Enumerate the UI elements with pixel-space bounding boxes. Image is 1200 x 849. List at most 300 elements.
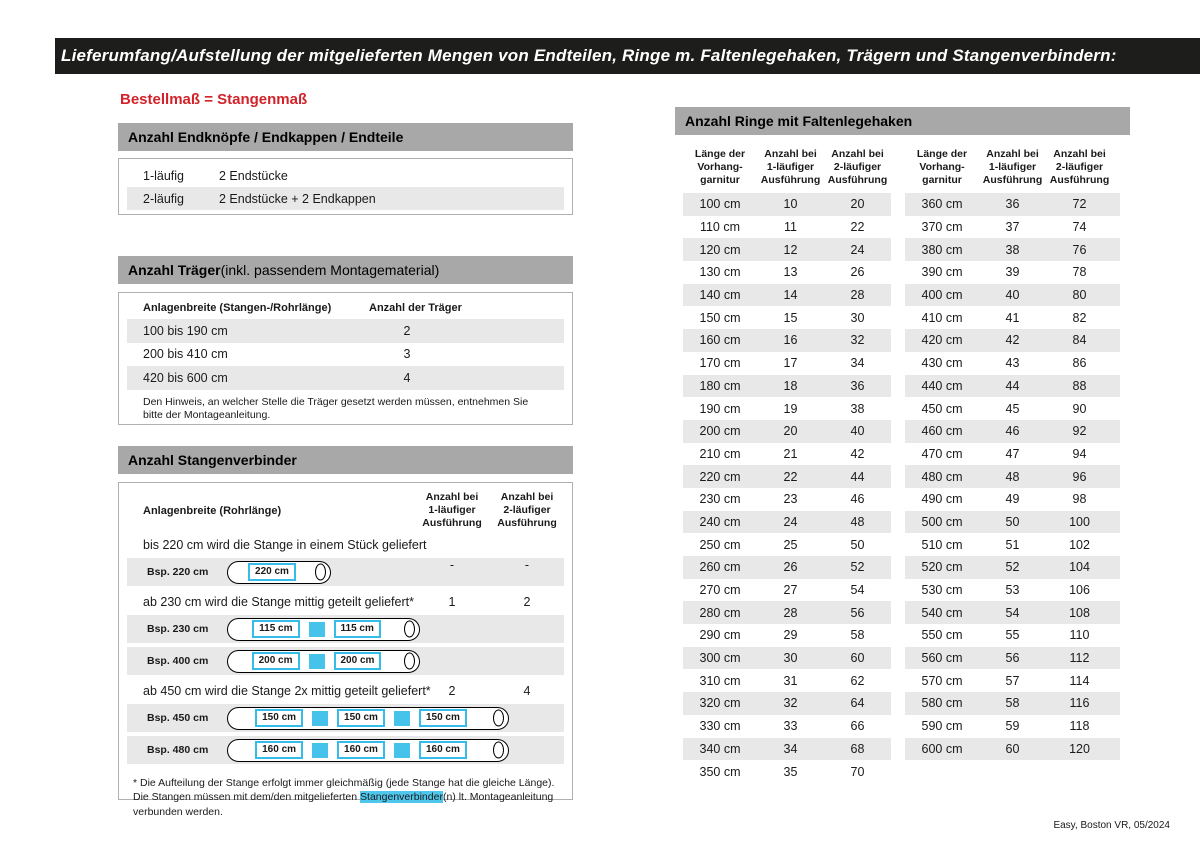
rings-1-run-cell: 15 xyxy=(783,310,798,325)
ring-table-row xyxy=(905,692,1120,715)
ring-table-row xyxy=(683,329,891,352)
curtain-length-cell: 270 cm xyxy=(699,583,741,598)
rings-2-run-cell: 98 xyxy=(1072,492,1087,507)
ring-table-row xyxy=(905,193,1120,216)
example-label: Bsp. 480 cm xyxy=(147,744,209,756)
ring-table-row xyxy=(905,397,1120,420)
width-range-cell: 100 bis 190 cm xyxy=(143,323,228,338)
rings-1-run-cell: 46 xyxy=(1005,424,1020,439)
ring-table-row xyxy=(905,216,1120,239)
rule-text: bis 220 cm wird die Stange in einem Stück geliefert xyxy=(143,538,427,552)
rod-example-row xyxy=(127,704,564,732)
curtain-length-cell: 480 cm xyxy=(921,469,963,484)
curtain-length-cell: 180 cm xyxy=(699,378,741,393)
verbinder-box xyxy=(118,482,573,818)
rings-2-run-cell: 48 xyxy=(850,514,865,529)
curtain-length-cell: 300 cm xyxy=(699,651,741,666)
ring-table-row xyxy=(683,760,891,783)
rings-2-run-cell: 110 xyxy=(1069,628,1090,643)
ring-table-row xyxy=(905,443,1120,466)
run-type-cell: 2-läufig xyxy=(143,191,184,206)
curtain-length-cell: 100 cm xyxy=(699,197,741,212)
segment-length-label: 160 cm xyxy=(419,741,467,759)
ring-table-row xyxy=(683,443,891,466)
verbinder-col-1-run: Anzahl bei 1-läufiger Ausführung xyxy=(422,491,482,529)
segment-length-label: 200 cm xyxy=(252,652,300,670)
rings-2-run-cell: 58 xyxy=(850,628,865,643)
rings-1-run-cell: 38 xyxy=(1005,242,1020,257)
verbinder-table-header xyxy=(119,483,572,537)
rings-1-run-cell: 51 xyxy=(1005,537,1020,552)
rings-2-run-cell: 92 xyxy=(1072,424,1087,439)
rings-2-run-cell: 20 xyxy=(850,197,865,212)
end-parts-cell: 2 Endstücke + 2 Endkappen xyxy=(219,191,376,206)
rings-2-run-cell: 74 xyxy=(1072,220,1087,235)
count-2-run-cell: 2 xyxy=(523,595,531,609)
rings-1-run-cell: 57 xyxy=(1005,673,1020,688)
traeger-count-cell: 4 xyxy=(403,370,411,385)
rod-example-row xyxy=(127,615,564,643)
rings-1-run-cell: 49 xyxy=(1005,492,1020,507)
verbinder-footnote xyxy=(119,772,572,819)
example-label: Bsp. 400 cm xyxy=(147,655,209,667)
segment-length-label: 160 cm xyxy=(337,741,385,759)
page-title: Lieferumfang/Aufstellung der mitgelieferten Mengen von Endteilen, Ringe m. Faltenlegehaken, Trägern und Stangenverbindern: xyxy=(61,46,1117,65)
rings-2-run-cell: 36 xyxy=(850,378,865,393)
rod-endcap-icon xyxy=(493,742,504,759)
curtain-length-cell: 220 cm xyxy=(699,469,741,484)
rings-1-run-cell: 54 xyxy=(1005,605,1020,620)
rings-2-run-cell: 114 xyxy=(1069,673,1090,688)
footnote-text-pre: * Die Aufteilung der Stange erfolgt immer gleichmäßig (jede Stange hat die gleiche Länge). Die Stangen müssen mit dem/den mitgelieferten xyxy=(133,777,555,804)
rings-2-run-cell: 120 xyxy=(1069,741,1090,756)
ring-table-row xyxy=(683,306,891,329)
ring-col-header: Länge der Vorhang- garnitur xyxy=(916,148,968,186)
curtain-length-cell: 520 cm xyxy=(921,560,963,575)
example-label: Bsp. 220 cm xyxy=(147,566,209,578)
ring-table-row xyxy=(683,420,891,443)
curtain-length-cell: 230 cm xyxy=(699,492,741,507)
curtain-length-cell: 310 cm xyxy=(699,673,741,688)
ring-table-row xyxy=(905,420,1120,443)
rings-section-header xyxy=(675,107,1130,135)
curtain-length-cell: 250 cm xyxy=(699,537,741,552)
ring-table-row xyxy=(905,284,1120,307)
rings-2-run-cell: 62 xyxy=(850,673,865,688)
ring-table-row xyxy=(683,624,891,647)
ring-table-row xyxy=(683,692,891,715)
ring-table-row xyxy=(683,216,891,239)
rod-diagram xyxy=(227,707,509,730)
ring-table-row xyxy=(683,533,891,556)
rings-2-run-cell: 64 xyxy=(850,696,865,711)
rod-segments xyxy=(255,741,467,759)
ring-table-row xyxy=(683,511,891,534)
ring-table-row xyxy=(683,397,891,420)
rings-2-run-cell: 88 xyxy=(1072,378,1087,393)
rings-1-run-cell: 39 xyxy=(1005,265,1020,280)
curtain-length-cell: 490 cm xyxy=(921,492,963,507)
curtain-length-cell: 420 cm xyxy=(921,333,963,348)
count-1-run-cell: - xyxy=(449,558,455,572)
curtain-length-cell: 600 cm xyxy=(921,741,963,756)
rod-endcap-icon xyxy=(404,621,415,638)
rings-1-run-cell: 52 xyxy=(1005,560,1020,575)
rod-connector-icon xyxy=(309,622,325,637)
rings-table-1 xyxy=(683,148,891,783)
end-parts-cell: 2 Endstücke xyxy=(219,168,288,183)
rings-1-run-cell: 48 xyxy=(1005,469,1020,484)
rod-diagram xyxy=(227,561,331,584)
ring-table-row xyxy=(905,511,1120,534)
rings-1-run-cell: 32 xyxy=(783,696,798,711)
rings-2-run-cell: 50 xyxy=(850,537,865,552)
rings-1-run-cell: 26 xyxy=(783,560,798,575)
rod-example-row xyxy=(127,736,564,764)
rings-1-run-cell: 24 xyxy=(783,514,798,529)
rings-table-2-header xyxy=(905,148,1120,193)
curtain-length-cell: 140 cm xyxy=(699,288,741,303)
rings-1-run-cell: 13 xyxy=(783,265,798,280)
rule-text: ab 450 cm wird die Stange 2x mittig geteilt geliefert* xyxy=(143,684,431,698)
rings-2-run-cell: 82 xyxy=(1072,310,1087,325)
rings-1-run-cell: 56 xyxy=(1005,651,1020,666)
rings-2-run-cell: 118 xyxy=(1069,719,1090,734)
rings-1-run-cell: 12 xyxy=(783,242,798,257)
ring-table-row xyxy=(905,601,1120,624)
rings-1-run-cell: 53 xyxy=(1005,583,1020,598)
curtain-length-cell: 590 cm xyxy=(921,719,963,734)
rings-1-run-cell: 55 xyxy=(1005,628,1020,643)
rings-1-run-cell: 14 xyxy=(783,288,798,303)
curtain-length-cell: 290 cm xyxy=(699,628,741,643)
curtain-length-cell: 130 cm xyxy=(699,265,741,280)
count-2-run-cell: 4 xyxy=(523,684,531,698)
verbinder-section xyxy=(119,683,572,764)
rings-1-run-cell: 58 xyxy=(1005,696,1020,711)
count-1-run-cell: 2 xyxy=(448,684,456,698)
rings-2-run-cell: 108 xyxy=(1069,605,1090,620)
ring-table-row xyxy=(683,193,891,216)
traeger-row xyxy=(127,366,564,390)
run-type-cell: 1-läufig xyxy=(143,168,184,183)
curtain-length-cell: 320 cm xyxy=(699,696,741,711)
rings-2-run-cell: 72 xyxy=(1072,197,1087,212)
curtain-length-cell: 280 cm xyxy=(699,605,741,620)
curtain-length-cell: 410 cm xyxy=(921,310,963,325)
curtain-length-cell: 540 cm xyxy=(921,605,963,620)
ring-table-row xyxy=(905,261,1120,284)
rings-1-run-cell: 45 xyxy=(1005,401,1020,416)
rings-2-run-cell: 42 xyxy=(850,446,865,461)
rings-section-title: Anzahl Ringe mit Faltenlegehaken xyxy=(685,113,913,129)
endparts-section-title: Anzahl Endknöpfe / Endkappen / Endteile xyxy=(128,129,404,145)
segment-length-label: 150 cm xyxy=(255,709,303,727)
traeger-row xyxy=(127,319,564,343)
rod-segments xyxy=(248,563,296,581)
rings-2-run-cell: 22 xyxy=(850,220,865,235)
segment-length-label: 220 cm xyxy=(248,563,296,581)
rings-2-run-cell: 96 xyxy=(1072,469,1087,484)
rings-1-run-cell: 19 xyxy=(783,401,798,416)
rings-2-run-cell: 116 xyxy=(1069,696,1090,711)
endparts-row xyxy=(127,187,564,210)
rings-2-run-cell: 68 xyxy=(850,741,865,756)
rings-1-run-cell: 60 xyxy=(1005,741,1020,756)
ring-table-row xyxy=(905,647,1120,670)
rod-endcap-icon xyxy=(315,564,326,581)
footnote-text-post: (n) lt. Montageanleitung verbunden werden. xyxy=(133,791,554,818)
rings-table-1-header xyxy=(683,148,891,193)
verbinder-section-header xyxy=(118,446,573,474)
verbinder-section xyxy=(119,594,572,675)
rings-1-run-cell: 25 xyxy=(783,537,798,552)
ring-col-header: Länge der Vorhang- garnitur xyxy=(694,148,746,186)
rings-table-1-rows xyxy=(683,193,891,783)
rings-2-run-cell: 86 xyxy=(1072,356,1087,371)
ring-col-header: Anzahl bei 1-läufiger Ausführung xyxy=(760,148,821,186)
rings-2-run-cell: 44 xyxy=(850,469,865,484)
footnote-highlight: Stangenverbinder xyxy=(360,791,443,804)
curtain-length-cell: 460 cm xyxy=(921,424,963,439)
curtain-length-cell: 110 cm xyxy=(699,220,741,235)
ring-table-row xyxy=(683,647,891,670)
rings-2-run-cell: 90 xyxy=(1072,401,1087,416)
rings-1-run-cell: 47 xyxy=(1005,446,1020,461)
rings-1-run-cell: 44 xyxy=(1005,378,1020,393)
width-range-cell: 420 bis 600 cm xyxy=(143,370,228,385)
ring-table-row xyxy=(683,669,891,692)
rings-1-run-cell: 27 xyxy=(783,583,798,598)
rings-2-run-cell: 104 xyxy=(1069,560,1090,575)
rings-2-run-cell: 40 xyxy=(850,424,865,439)
curtain-length-cell: 430 cm xyxy=(921,356,963,371)
rings-1-run-cell: 59 xyxy=(1005,719,1020,734)
traeger-count-cell: 3 xyxy=(403,347,411,362)
rod-diagram xyxy=(227,650,420,673)
rings-2-run-cell: 100 xyxy=(1069,514,1090,529)
rings-1-run-cell: 41 xyxy=(1005,310,1020,325)
count-1-run-cell: 1 xyxy=(448,595,456,609)
ring-table-row xyxy=(683,238,891,261)
segment-length-label: 150 cm xyxy=(419,709,467,727)
ring-table-row xyxy=(683,556,891,579)
traeger-box xyxy=(118,292,573,425)
curtain-length-cell: 160 cm xyxy=(699,333,741,348)
rings-1-run-cell: 23 xyxy=(783,492,798,507)
segment-length-label: 115 cm xyxy=(334,620,381,638)
rings-2-run-cell: 34 xyxy=(850,356,865,371)
curtain-length-cell: 470 cm xyxy=(921,446,963,461)
curtain-length-cell: 240 cm xyxy=(699,514,741,529)
rings-1-run-cell: 50 xyxy=(1005,514,1020,529)
curtain-length-cell: 340 cm xyxy=(699,741,741,756)
rod-segments xyxy=(252,620,381,638)
count-2-run-cell: - xyxy=(524,558,530,572)
curtain-length-cell: 330 cm xyxy=(699,719,741,734)
rings-1-run-cell: 42 xyxy=(1005,333,1020,348)
ring-col-header: Anzahl bei 2-läufiger Ausführung xyxy=(827,148,888,186)
rings-2-run-cell: 84 xyxy=(1072,333,1087,348)
endparts-row xyxy=(127,164,564,187)
traeger-col-width: Anlagenbreite (Stangen-/Rohrlänge) xyxy=(143,302,332,314)
document-footer: Easy, Boston VR, 05/2024 xyxy=(1053,820,1170,831)
ring-table-row xyxy=(905,579,1120,602)
rod-connector-icon xyxy=(394,711,410,726)
curtain-length-cell: 260 cm xyxy=(699,560,741,575)
rings-1-run-cell: 11 xyxy=(784,220,797,235)
ring-table-row xyxy=(905,306,1120,329)
verbinder-section-title: Anzahl Stangenverbinder xyxy=(128,452,297,468)
rings-2-run-cell: 94 xyxy=(1072,446,1087,461)
curtain-length-cell: 510 cm xyxy=(921,537,963,552)
segment-length-label: 200 cm xyxy=(334,652,382,670)
rings-1-run-cell: 30 xyxy=(783,651,798,666)
traeger-row xyxy=(127,343,564,367)
ring-table-row xyxy=(905,533,1120,556)
curtain-length-cell: 440 cm xyxy=(921,378,963,393)
curtain-length-cell: 120 cm xyxy=(699,242,741,257)
curtain-length-cell: 390 cm xyxy=(921,265,963,280)
curtain-length-cell: 150 cm xyxy=(699,310,741,325)
ring-table-row xyxy=(905,375,1120,398)
rod-connector-icon xyxy=(312,743,328,758)
curtain-length-cell: 360 cm xyxy=(921,197,963,212)
rings-2-run-cell: 70 xyxy=(850,764,865,779)
order-size-note: Bestellmaß = Stangenmaß xyxy=(120,91,308,108)
ring-col-header: Anzahl bei 1-läufiger Ausführung xyxy=(982,148,1043,186)
rings-1-run-cell: 20 xyxy=(783,424,798,439)
ring-table-row xyxy=(683,715,891,738)
traeger-section-header xyxy=(118,256,573,284)
ring-table-row xyxy=(905,238,1120,261)
rings-1-run-cell: 17 xyxy=(783,356,798,371)
rings-1-run-cell: 31 xyxy=(783,673,798,688)
ring-table-row xyxy=(905,352,1120,375)
rings-table-2 xyxy=(905,148,1120,760)
rings-1-run-cell: 29 xyxy=(783,628,798,643)
traeger-note: Den Hinweis, an welcher Stelle die Träger gesetzt werden müssen, entnehmen Sie bitte der Montageanleitung. xyxy=(143,395,529,422)
verbinder-section xyxy=(119,537,572,586)
ring-table-row xyxy=(905,624,1120,647)
rings-1-run-cell: 33 xyxy=(783,719,798,734)
ring-table-row xyxy=(683,601,891,624)
curtain-length-cell: 560 cm xyxy=(921,651,963,666)
endparts-box xyxy=(118,158,573,215)
rings-1-run-cell: 16 xyxy=(783,333,798,348)
verbinder-col-2-run: Anzahl bei 2-läufiger Ausführung xyxy=(497,491,557,529)
endparts-rows xyxy=(119,159,572,210)
rings-1-run-cell: 35 xyxy=(783,764,798,779)
rod-endcap-icon xyxy=(493,710,504,727)
rings-table-2-rows xyxy=(905,193,1120,760)
rule-text-row xyxy=(119,594,572,612)
rod-connector-icon xyxy=(312,711,328,726)
rings-2-run-cell: 102 xyxy=(1069,537,1090,552)
rings-2-run-cell: 30 xyxy=(850,310,865,325)
curtain-length-cell: 350 cm xyxy=(699,764,741,779)
ring-table-row xyxy=(683,284,891,307)
rings-1-run-cell: 21 xyxy=(783,446,798,461)
curtain-length-cell: 570 cm xyxy=(921,673,963,688)
rings-1-run-cell: 40 xyxy=(1005,288,1020,303)
curtain-length-cell: 450 cm xyxy=(921,401,963,416)
rings-2-run-cell: 28 xyxy=(850,288,865,303)
segment-length-label: 115 cm xyxy=(252,620,299,638)
ring-table-row xyxy=(683,488,891,511)
rings-2-run-cell: 32 xyxy=(850,333,865,348)
rod-segments xyxy=(255,709,467,727)
rings-2-run-cell: 26 xyxy=(850,265,865,280)
rings-1-run-cell: 43 xyxy=(1005,356,1020,371)
rod-example-row xyxy=(127,647,564,675)
traeger-col-count: Anzahl der Träger xyxy=(369,302,462,314)
rings-2-run-cell: 112 xyxy=(1069,651,1090,666)
rings-2-run-cell: 76 xyxy=(1072,242,1087,257)
rings-2-run-cell: 78 xyxy=(1072,265,1087,280)
rod-diagram xyxy=(227,739,509,762)
traeger-rows xyxy=(119,319,572,390)
rings-2-run-cell: 66 xyxy=(850,719,865,734)
segment-length-label: 160 cm xyxy=(255,741,303,759)
rod-connector-icon xyxy=(309,654,325,669)
rings-2-run-cell: 46 xyxy=(850,492,865,507)
rings-1-run-cell: 22 xyxy=(783,469,798,484)
ring-col-header: Anzahl bei 2-läufiger Ausführung xyxy=(1049,148,1110,186)
rule-text: ab 230 cm wird die Stange mittig geteilt geliefert* xyxy=(143,595,414,609)
rings-2-run-cell: 80 xyxy=(1072,288,1087,303)
ring-table-row xyxy=(905,738,1120,761)
ring-table-row xyxy=(905,669,1120,692)
verbinder-sections xyxy=(119,537,572,764)
title-bar xyxy=(55,38,1200,74)
ring-table-row xyxy=(683,261,891,284)
curtain-length-cell: 380 cm xyxy=(921,242,963,257)
traeger-section-title: Anzahl Träger xyxy=(128,262,221,278)
ring-table-row xyxy=(905,465,1120,488)
verbinder-col-width: Anlagenbreite (Rohrlänge) xyxy=(143,505,282,517)
curtain-length-cell: 200 cm xyxy=(699,424,741,439)
curtain-length-cell: 190 cm xyxy=(699,401,741,416)
traeger-section-subtitle: (inkl. passendem Montagematerial) xyxy=(220,262,440,278)
curtain-length-cell: 210 cm xyxy=(699,446,741,461)
width-range-cell: 200 bis 410 cm xyxy=(143,347,228,362)
curtain-length-cell: 550 cm xyxy=(921,628,963,643)
endparts-section-header xyxy=(118,123,573,151)
rings-2-run-cell: 54 xyxy=(850,583,865,598)
example-label: Bsp. 450 cm xyxy=(147,712,209,724)
rod-diagram xyxy=(227,618,420,641)
rule-text-row xyxy=(119,683,572,701)
rings-2-run-cell: 56 xyxy=(850,605,865,620)
curtain-length-cell: 500 cm xyxy=(921,514,963,529)
ring-table-row xyxy=(683,352,891,375)
rings-2-run-cell: 106 xyxy=(1069,583,1090,598)
rod-endcap-icon xyxy=(404,653,415,670)
traeger-count-cell: 2 xyxy=(403,323,411,338)
ring-table-row xyxy=(905,329,1120,352)
rings-2-run-cell: 24 xyxy=(850,242,865,257)
rings-2-run-cell: 60 xyxy=(850,651,865,666)
ring-table-row xyxy=(683,375,891,398)
traeger-table-header xyxy=(119,293,572,319)
ring-table-row xyxy=(905,488,1120,511)
rings-1-run-cell: 36 xyxy=(1005,197,1020,212)
rings-1-run-cell: 18 xyxy=(783,378,798,393)
ring-table-row xyxy=(905,556,1120,579)
rings-1-run-cell: 10 xyxy=(783,197,798,212)
ring-table-row xyxy=(683,738,891,761)
